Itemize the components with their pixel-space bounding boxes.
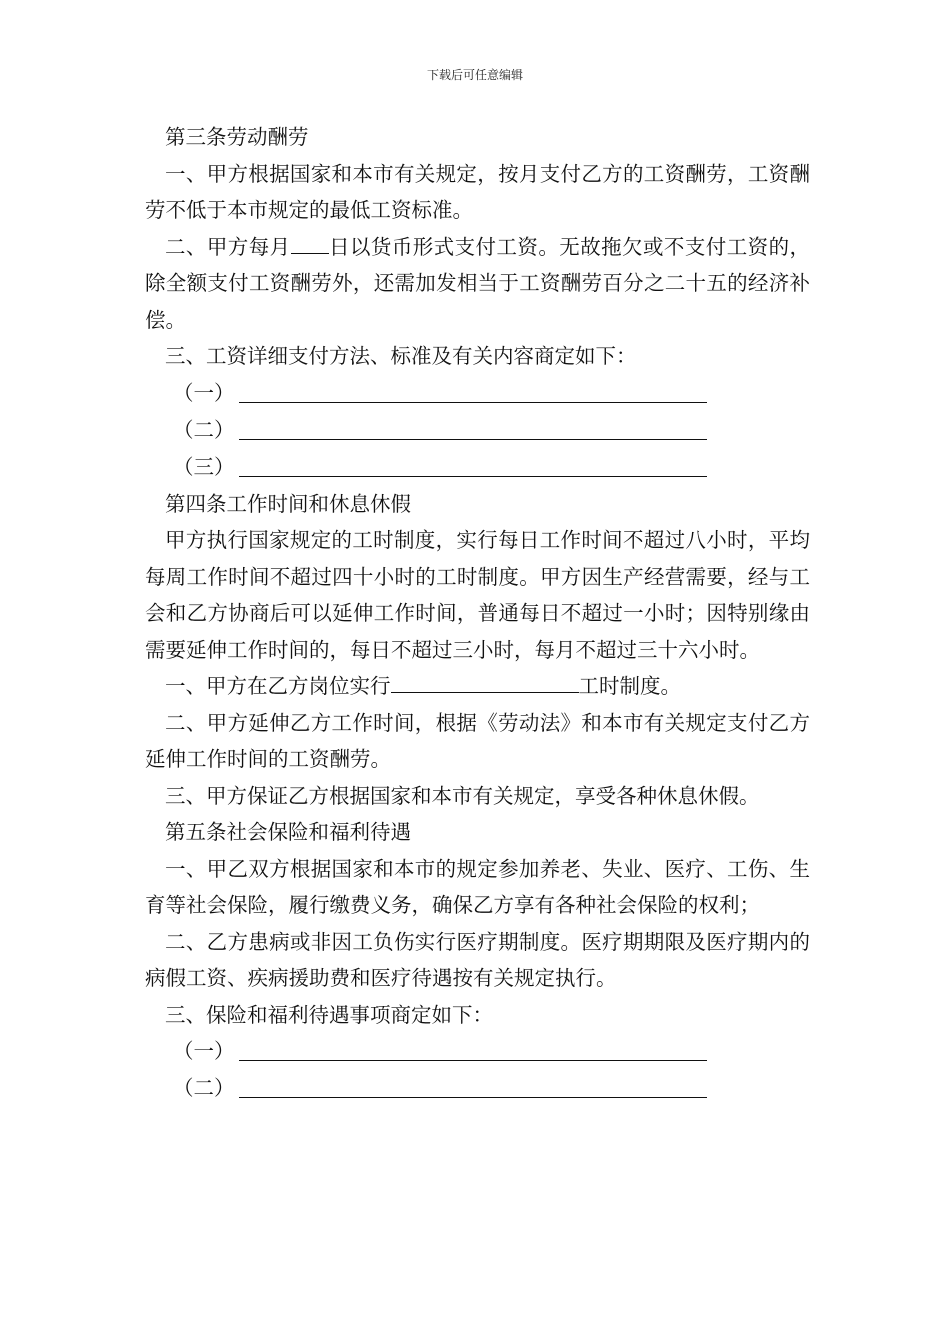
pay-day-blank[interactable] bbox=[291, 235, 329, 254]
article-3-item-2 bbox=[145, 412, 810, 449]
item-label: （一） bbox=[173, 1039, 235, 1064]
item-label: （一） bbox=[173, 380, 235, 405]
article-5-title: 第五条社会保险和福利待遇 bbox=[165, 820, 411, 844]
article-3-clause-2-lead: 二、甲方每月 bbox=[165, 234, 291, 259]
item-label: （三） bbox=[173, 454, 235, 479]
article-4-clause-1-lead: 一、甲方在乙方岗位实行 bbox=[165, 674, 391, 698]
article-4-clause-2: 二、甲方延伸乙方工作时间，根据《劳动法》和本市有关规定支付乙方延伸工作时间的工资酬劳。 bbox=[145, 710, 810, 771]
article-5-clause-2: 二、乙方患病或非因工负伤实行医疗期制度。医疗期期限及医疗期内的病假工资、疾病援助费和医疗待遇按有关规定执行。 bbox=[145, 929, 810, 990]
fill-in-line[interactable] bbox=[239, 458, 707, 477]
article-5-clause-1: 一、甲乙双方根据国家和本市的规定参加养老、失业、医疗、工伤、生育等社会保险，履行缴费义务，确保乙方享有各种社会保险的权利； bbox=[145, 856, 810, 917]
article-5-item-1 bbox=[145, 1033, 810, 1070]
work-hours-system-blank[interactable] bbox=[391, 674, 579, 693]
article-3-item-1 bbox=[145, 375, 810, 412]
article-5-clause-3: 三、保险和福利待遇事项商定如下： bbox=[165, 1002, 493, 1027]
document-body bbox=[145, 119, 810, 1107]
article-4-intro: 甲方执行国家规定的工时制度，实行每日工作时间不超过八小时，平均每周工作时间不超过四十小时的工时制度。甲方因生产经营需要，经与工会和乙方协商后可以延伸工作时间，普通每日不超过一小时；因特别缘由需要延伸工作时间的，每日不超过三小时，每月不超过三十六小时。 bbox=[145, 528, 810, 662]
article-4-clause-1-rest: 工时制度。 bbox=[578, 674, 681, 698]
article-3-title: 第三条劳动酬劳 bbox=[165, 125, 309, 149]
fill-in-line[interactable] bbox=[239, 384, 707, 403]
item-label: （二） bbox=[173, 1076, 235, 1101]
article-3-item-3 bbox=[145, 449, 810, 486]
article-5-item-2 bbox=[145, 1070, 810, 1107]
article-3-clause-2 bbox=[145, 229, 810, 339]
article-3-clause-2-rest: 日以货币形式支付工资。无故拖欠或不支付工资的，除全额支付工资酬劳外，还需加发相当于工资酬劳百分之二十五的经济补偿。 bbox=[145, 234, 811, 332]
fill-in-line[interactable] bbox=[239, 421, 707, 440]
header-note: 下载后可任意编辑 bbox=[426, 68, 523, 82]
fill-in-line[interactable] bbox=[239, 1079, 707, 1098]
item-label: （二） bbox=[173, 417, 235, 442]
article-4-title: 第四条工作时间和休息休假 bbox=[165, 491, 411, 516]
article-3-clause-1: 一、甲方根据国家和本市有关规定，按月支付乙方的工资酬劳，工资酬劳不低于本市规定的最低工资标准。 bbox=[145, 161, 810, 222]
article-4-clause-3: 三、甲方保证乙方根据国家和本市有关规定，享受各种休息休假。 bbox=[165, 783, 760, 808]
fill-in-line[interactable] bbox=[239, 1042, 707, 1061]
article-4-clause-1 bbox=[145, 668, 810, 705]
article-3-clause-3: 三、工资详细支付方法、标准及有关内容商定如下： bbox=[165, 344, 637, 368]
